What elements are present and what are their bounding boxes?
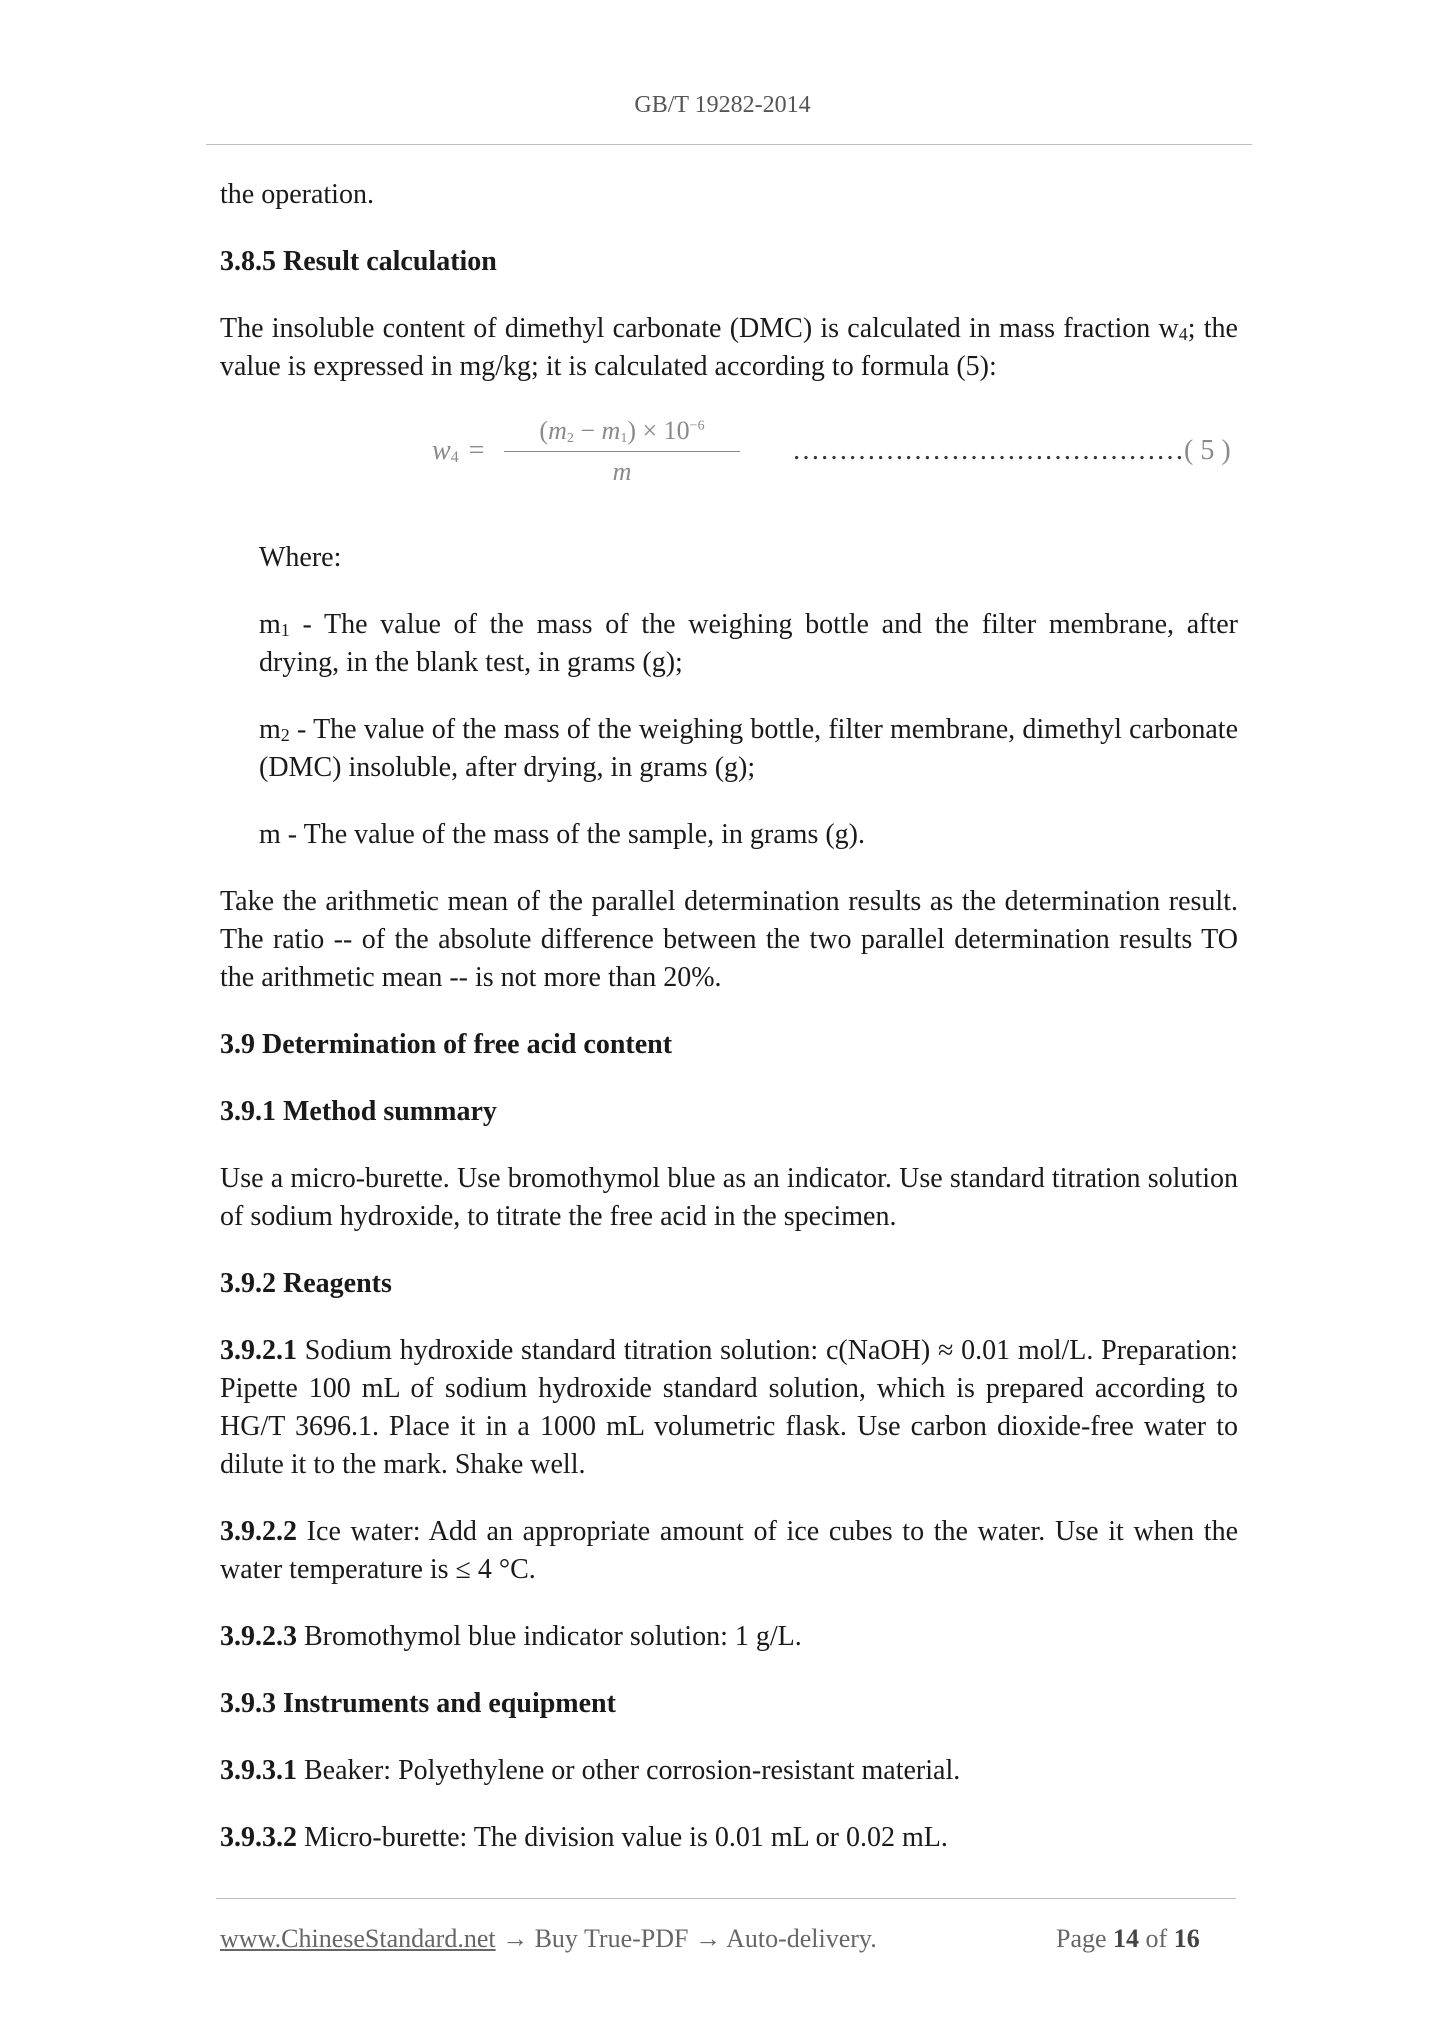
where-m: m - The value of the mass of the sample, in grams (g). bbox=[259, 819, 865, 850]
page-number bbox=[1056, 1924, 1200, 1954]
intro-fragment: the operation. bbox=[220, 179, 374, 210]
instrument-3-9-3-1-number: 3.9.3.1 bbox=[220, 1755, 297, 1786]
section-3-9-1-heading: 3.9.1 Method summary bbox=[220, 1096, 497, 1127]
where-m1 bbox=[220, 606, 1238, 682]
delivery-text: Auto-delivery. bbox=[726, 1924, 877, 1953]
formula-leader bbox=[792, 435, 1231, 467]
section-3-9-2-heading: 3.9.2 Reagents bbox=[220, 1268, 392, 1299]
num-minus: − bbox=[580, 416, 596, 445]
website-link[interactable]: www.ChineseStandard.net bbox=[220, 1924, 496, 1953]
page-of: of bbox=[1139, 1924, 1174, 1953]
num-m1: m bbox=[601, 416, 621, 445]
section-3-9-1-text: Use a micro-burette. Use bromothymol blue as an indicator. Use standard titration solution of sodium hydroxide, to titrate the free acid in the specimen. bbox=[220, 1163, 1238, 1232]
formula-equals: = bbox=[468, 435, 485, 466]
num-close: ) bbox=[627, 416, 636, 445]
reagent-3-9-2-3 bbox=[220, 1618, 1238, 1656]
reagent-3-9-2-2 bbox=[220, 1513, 1238, 1589]
where-m2 bbox=[220, 711, 1238, 787]
section-3-9-3-heading: 3.9.3 Instruments and equipment bbox=[220, 1688, 616, 1719]
reagent-3-9-2-2-text: Ice water: Add an appropriate amount of ice cubes to the water. Use it when the water temperature is ≤ 4 °C. bbox=[220, 1516, 1238, 1585]
m1-symbol: m bbox=[259, 609, 281, 640]
num-open: ( bbox=[539, 416, 549, 445]
reagent-3-9-2-1 bbox=[220, 1332, 1238, 1484]
section-3-8-5-text bbox=[220, 310, 1238, 386]
m1-text: - The value of the mass of the weighing bottle and the filter membrane, after drying, in the blank test, in grams (g); bbox=[259, 609, 1238, 678]
formula-denominator bbox=[504, 452, 740, 492]
page-total: 16 bbox=[1173, 1924, 1200, 1953]
num-exp: −6 bbox=[689, 418, 705, 434]
arrow-icon: → bbox=[688, 1924, 727, 1953]
instrument-3-9-3-2-text: Micro-burette: The division value is 0.01 mL or 0.02 mL. bbox=[297, 1822, 948, 1853]
reagent-3-9-2-3-text: Bromothymol blue indicator solution: 1 g/L. bbox=[297, 1621, 802, 1652]
instrument-3-9-3-1-text: Beaker: Polyethylene or other corrosion-resistant material. bbox=[297, 1755, 961, 1786]
m2-symbol: m bbox=[259, 714, 281, 745]
page-current: 14 bbox=[1113, 1924, 1140, 1953]
m2-subscript: 2 bbox=[280, 725, 290, 745]
num-base: 10 bbox=[663, 416, 690, 445]
arithmetic-mean-paragraph: Take the arithmetic mean of the parallel determination results as the determination result. The ratio -- of the absolute difference between the two parallel determination results TO the arithmetic mean -- is not more than 20%. bbox=[220, 886, 1238, 993]
num-m2-sub: 2 bbox=[566, 431, 574, 446]
formula-number: ( 5 ) bbox=[1184, 435, 1231, 466]
formula-numerator bbox=[504, 411, 740, 451]
footer-promo bbox=[220, 1924, 877, 1954]
section-3-8-5-heading: 3.8.5 Result calculation bbox=[220, 246, 497, 277]
s385-text-part1: The insoluble content of dimethyl carbonate (DMC) is calculated in mass fraction w bbox=[220, 313, 1179, 344]
footer-divider bbox=[216, 1898, 1236, 1899]
page-header-title: GB/T 19282-2014 bbox=[634, 92, 811, 118]
formula-fraction bbox=[504, 411, 740, 492]
instrument-3-9-3-1 bbox=[220, 1752, 1238, 1790]
num-times: × bbox=[642, 416, 658, 445]
header-divider bbox=[206, 144, 1252, 145]
reagent-3-9-2-1-text: Sodium hydroxide standard titration solution: c(NaOH) ≈ 0.01 mol/L. Preparation: Pipette 100 mL of sodium hydroxide standard solution, which is prepared according to HG/T 3696.1. Place it in a 1000 mL volumetric flask. Use carbon dioxide-free water to dilute it to the mark. Shake well. bbox=[220, 1335, 1238, 1480]
formula-5 bbox=[220, 411, 1238, 509]
formula-lhs bbox=[432, 435, 484, 467]
formula-lhs-sub: 4 bbox=[450, 449, 459, 466]
reagent-3-9-2-3-number: 3.9.2.3 bbox=[220, 1621, 297, 1652]
document-body bbox=[220, 176, 1238, 1886]
page-label: Page bbox=[1056, 1924, 1114, 1953]
s385-text-part2: ; the value is expressed in mg/kg; it is calculated according to formula (5): bbox=[220, 313, 1238, 382]
reagent-3-9-2-2-number: 3.9.2.2 bbox=[220, 1516, 297, 1547]
num-m2: m bbox=[548, 416, 567, 445]
instrument-3-9-3-2-number: 3.9.3.2 bbox=[220, 1822, 297, 1853]
formula-lhs-var: w bbox=[432, 435, 451, 466]
s385-subscript: 4 bbox=[1178, 324, 1188, 344]
arrow-icon: → bbox=[495, 1924, 535, 1953]
formula-dots: …………………………………… bbox=[792, 435, 1184, 466]
num-m1-sub: 1 bbox=[620, 431, 628, 446]
instrument-3-9-3-2 bbox=[220, 1819, 1238, 1857]
section-3-9-heading: 3.9 Determination of free acid content bbox=[220, 1029, 673, 1060]
m2-text: - The value of the mass of the weighing bottle, filter membrane, dimethyl carbonate (DMC) insoluble, after drying, in grams (g); bbox=[259, 714, 1238, 783]
reagent-3-9-2-1-number: 3.9.2.1 bbox=[220, 1335, 297, 1366]
buy-text: Buy True-PDF bbox=[534, 1924, 689, 1953]
where-label: Where: bbox=[259, 542, 342, 573]
m1-subscript: 1 bbox=[280, 620, 290, 640]
den-m: m bbox=[612, 457, 632, 486]
